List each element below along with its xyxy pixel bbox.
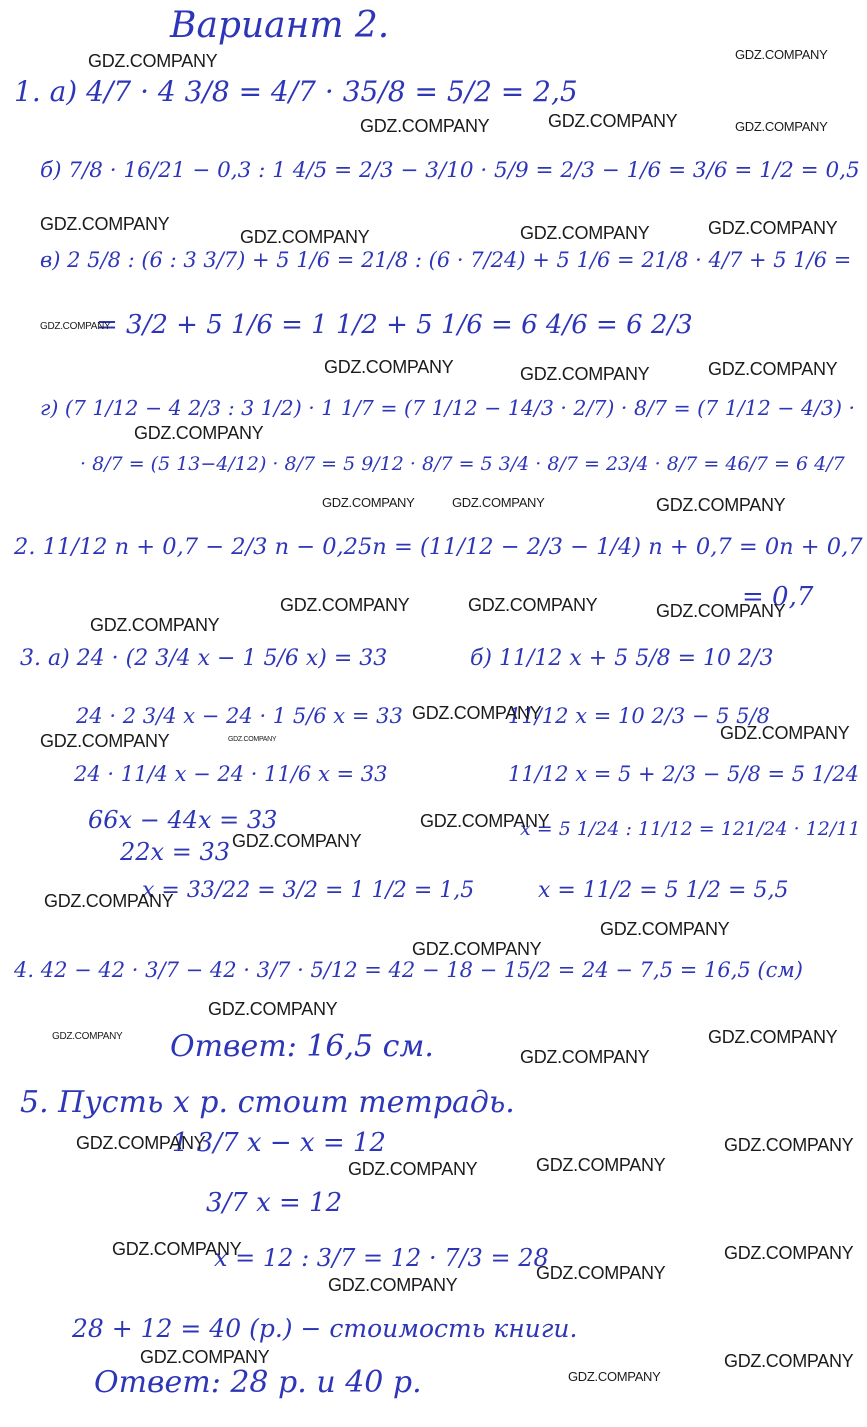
solution-line: 4. 42 − 42 · 3/7 − 42 · 3/7 · 5/12 = 42 − 18 − 15/2 = 24 − 7,5 = 16,5 (см) [14,958,803,982]
solution-line: б) 7/8 · 16/21 − 0,3 : 1 4/5 = 2/3 − 3/10 · 5/9 = 2/3 − 1/6 = 3/6 = 1/2 = 0,5 [40,158,860,183]
watermark: GDZ.COMPANY [134,423,264,443]
watermark: GDZ.COMPANY [536,1263,666,1283]
watermark: GDZ.COMPANY [240,227,370,247]
solution-line: x = 12 : 3/7 = 12 · 7/3 = 28 [214,1244,549,1272]
answer-line: Ответ: 16,5 см. [170,1029,434,1064]
watermark: GDZ.COMPANY [40,731,170,751]
watermark: GDZ.COMPANY [88,51,218,71]
answer-line: Ответ: 28 р. и 40 р. [94,1365,422,1400]
watermark: GDZ.COMPANY [328,1275,458,1295]
solution-line: б) 11/12 x + 5 5/8 = 10 2/3 [470,646,774,671]
solution-line: · 8/7 = (5 13−4/12) · 8/7 = 5 9/12 · 8/7 = 5 3/4 · 8/7 = 23/4 · 8/7 = 46/7 = 6 4/7 [80,453,845,475]
watermark: GDZ.COMPANY [735,119,828,134]
watermark: GDZ.COMPANY [568,1369,661,1384]
solution-line: x = 11/2 = 5 1/2 = 5,5 [538,878,789,903]
watermark: GDZ.COMPANY [452,495,545,510]
watermark: GDZ.COMPANY [420,811,550,831]
solution-line: x = 5 1/24 : 11/12 = 121/24 · 12/11 [520,818,861,840]
solution-line: 11/12 x = 10 2/3 − 5 5/8 [508,704,770,728]
solution-line: 22x = 33 [120,838,230,866]
solution-line: 2. 11/12 n + 0,7 − 2/3 n − 0,25n = (11/12 − 2/3 − 1/4) n + 0,7 = 0n + 0,7 [14,534,863,560]
watermark: GDZ.COMPANY [348,1159,478,1179]
watermark: GDZ.COMPANY [322,495,415,510]
watermark: GDZ.COMPANY [548,111,678,131]
solution-line: x = 33/22 = 3/2 = 1 1/2 = 1,5 [142,878,475,903]
watermark: GDZ.COMPANY [520,223,650,243]
watermark: GDZ.COMPANY [40,321,111,332]
watermark: GDZ.COMPANY [656,601,786,621]
watermark: GDZ.COMPANY [360,116,490,136]
watermark: GDZ.COMPANY [468,595,598,615]
watermark: GDZ.COMPANY [724,1351,854,1371]
solution-line: 1 3/7 x − x = 12 [172,1128,386,1158]
solution-line: 1. а) 4/7 · 4 3/8 = 4/7 · 35/8 = 5/2 = 2,5 [14,75,578,108]
watermark: GDZ.COMPANY [52,1031,123,1042]
solution-line: г) (7 1/12 − 4 2/3 : 3 1/2) · 1 1/7 = (7 1/12 − 14/3 · 2/7) · 8/7 = (7 1/12 − 4/3) · [40,396,855,420]
watermark: GDZ.COMPANY [708,359,838,379]
solution-line: 5. Пусть x р. стоит тетрадь. [20,1085,515,1120]
solution-line: в) 2 5/8 : (6 : 3 3/7) + 5 1/6 = 21/8 : (6 · 7/24) + 5 1/6 = 21/8 · 4/7 + 5 1/6 = [40,248,852,272]
solution-line: = 0,7 [742,582,814,612]
watermark: GDZ.COMPANY [90,615,220,635]
solution-line: 3/7 x = 12 [206,1188,343,1218]
solution-line: 66x − 44x = 33 [88,806,278,834]
watermark: GDZ.COMPANY [140,1347,270,1367]
solution-line: 24 · 2 3/4 x − 24 · 1 5/6 x = 33 [76,704,403,728]
page-title: Вариант 2. [170,5,390,46]
solution-line: 3. а) 24 · (2 3/4 x − 1 5/6 x) = 33 [20,646,388,671]
watermark: GDZ.COMPANY [724,1135,854,1155]
watermark: GDZ.COMPANY [40,214,170,234]
watermark: GDZ.COMPANY [720,723,850,743]
watermark: GDZ.COMPANY [44,891,174,911]
watermark: GDZ.COMPANY [412,939,542,959]
watermark: GDZ.COMPANY [324,357,454,377]
watermark: GDZ.COMPANY [724,1243,854,1263]
watermark: GDZ.COMPANY [228,736,277,743]
watermark: GDZ.COMPANY [520,364,650,384]
watermark: GDZ.COMPANY [280,595,410,615]
solution-line: = 3/2 + 5 1/6 = 1 1/2 + 5 1/6 = 6 4/6 = 6 2/3 [96,310,693,340]
watermark: GDZ.COMPANY [708,1027,838,1047]
watermark: GDZ.COMPANY [656,495,786,515]
watermark: GDZ.COMPANY [232,831,362,851]
watermark: GDZ.COMPANY [735,47,828,62]
watermark: GDZ.COMPANY [600,919,730,939]
watermark: GDZ.COMPANY [76,1133,206,1153]
watermark: GDZ.COMPANY [208,999,338,1019]
solution-line: 24 · 11/4 x − 24 · 11/6 x = 33 [74,762,388,786]
solution-line: 28 + 12 = 40 (р.) − стоимость книги. [72,1314,578,1343]
watermark: GDZ.COMPANY [708,218,838,238]
watermark: GDZ.COMPANY [112,1239,242,1259]
watermark: GDZ.COMPANY [412,703,542,723]
solution-line: 11/12 x = 5 + 2/3 − 5/8 = 5 1/24 [508,762,859,786]
watermark: GDZ.COMPANY [520,1047,650,1067]
watermark: GDZ.COMPANY [536,1155,666,1175]
